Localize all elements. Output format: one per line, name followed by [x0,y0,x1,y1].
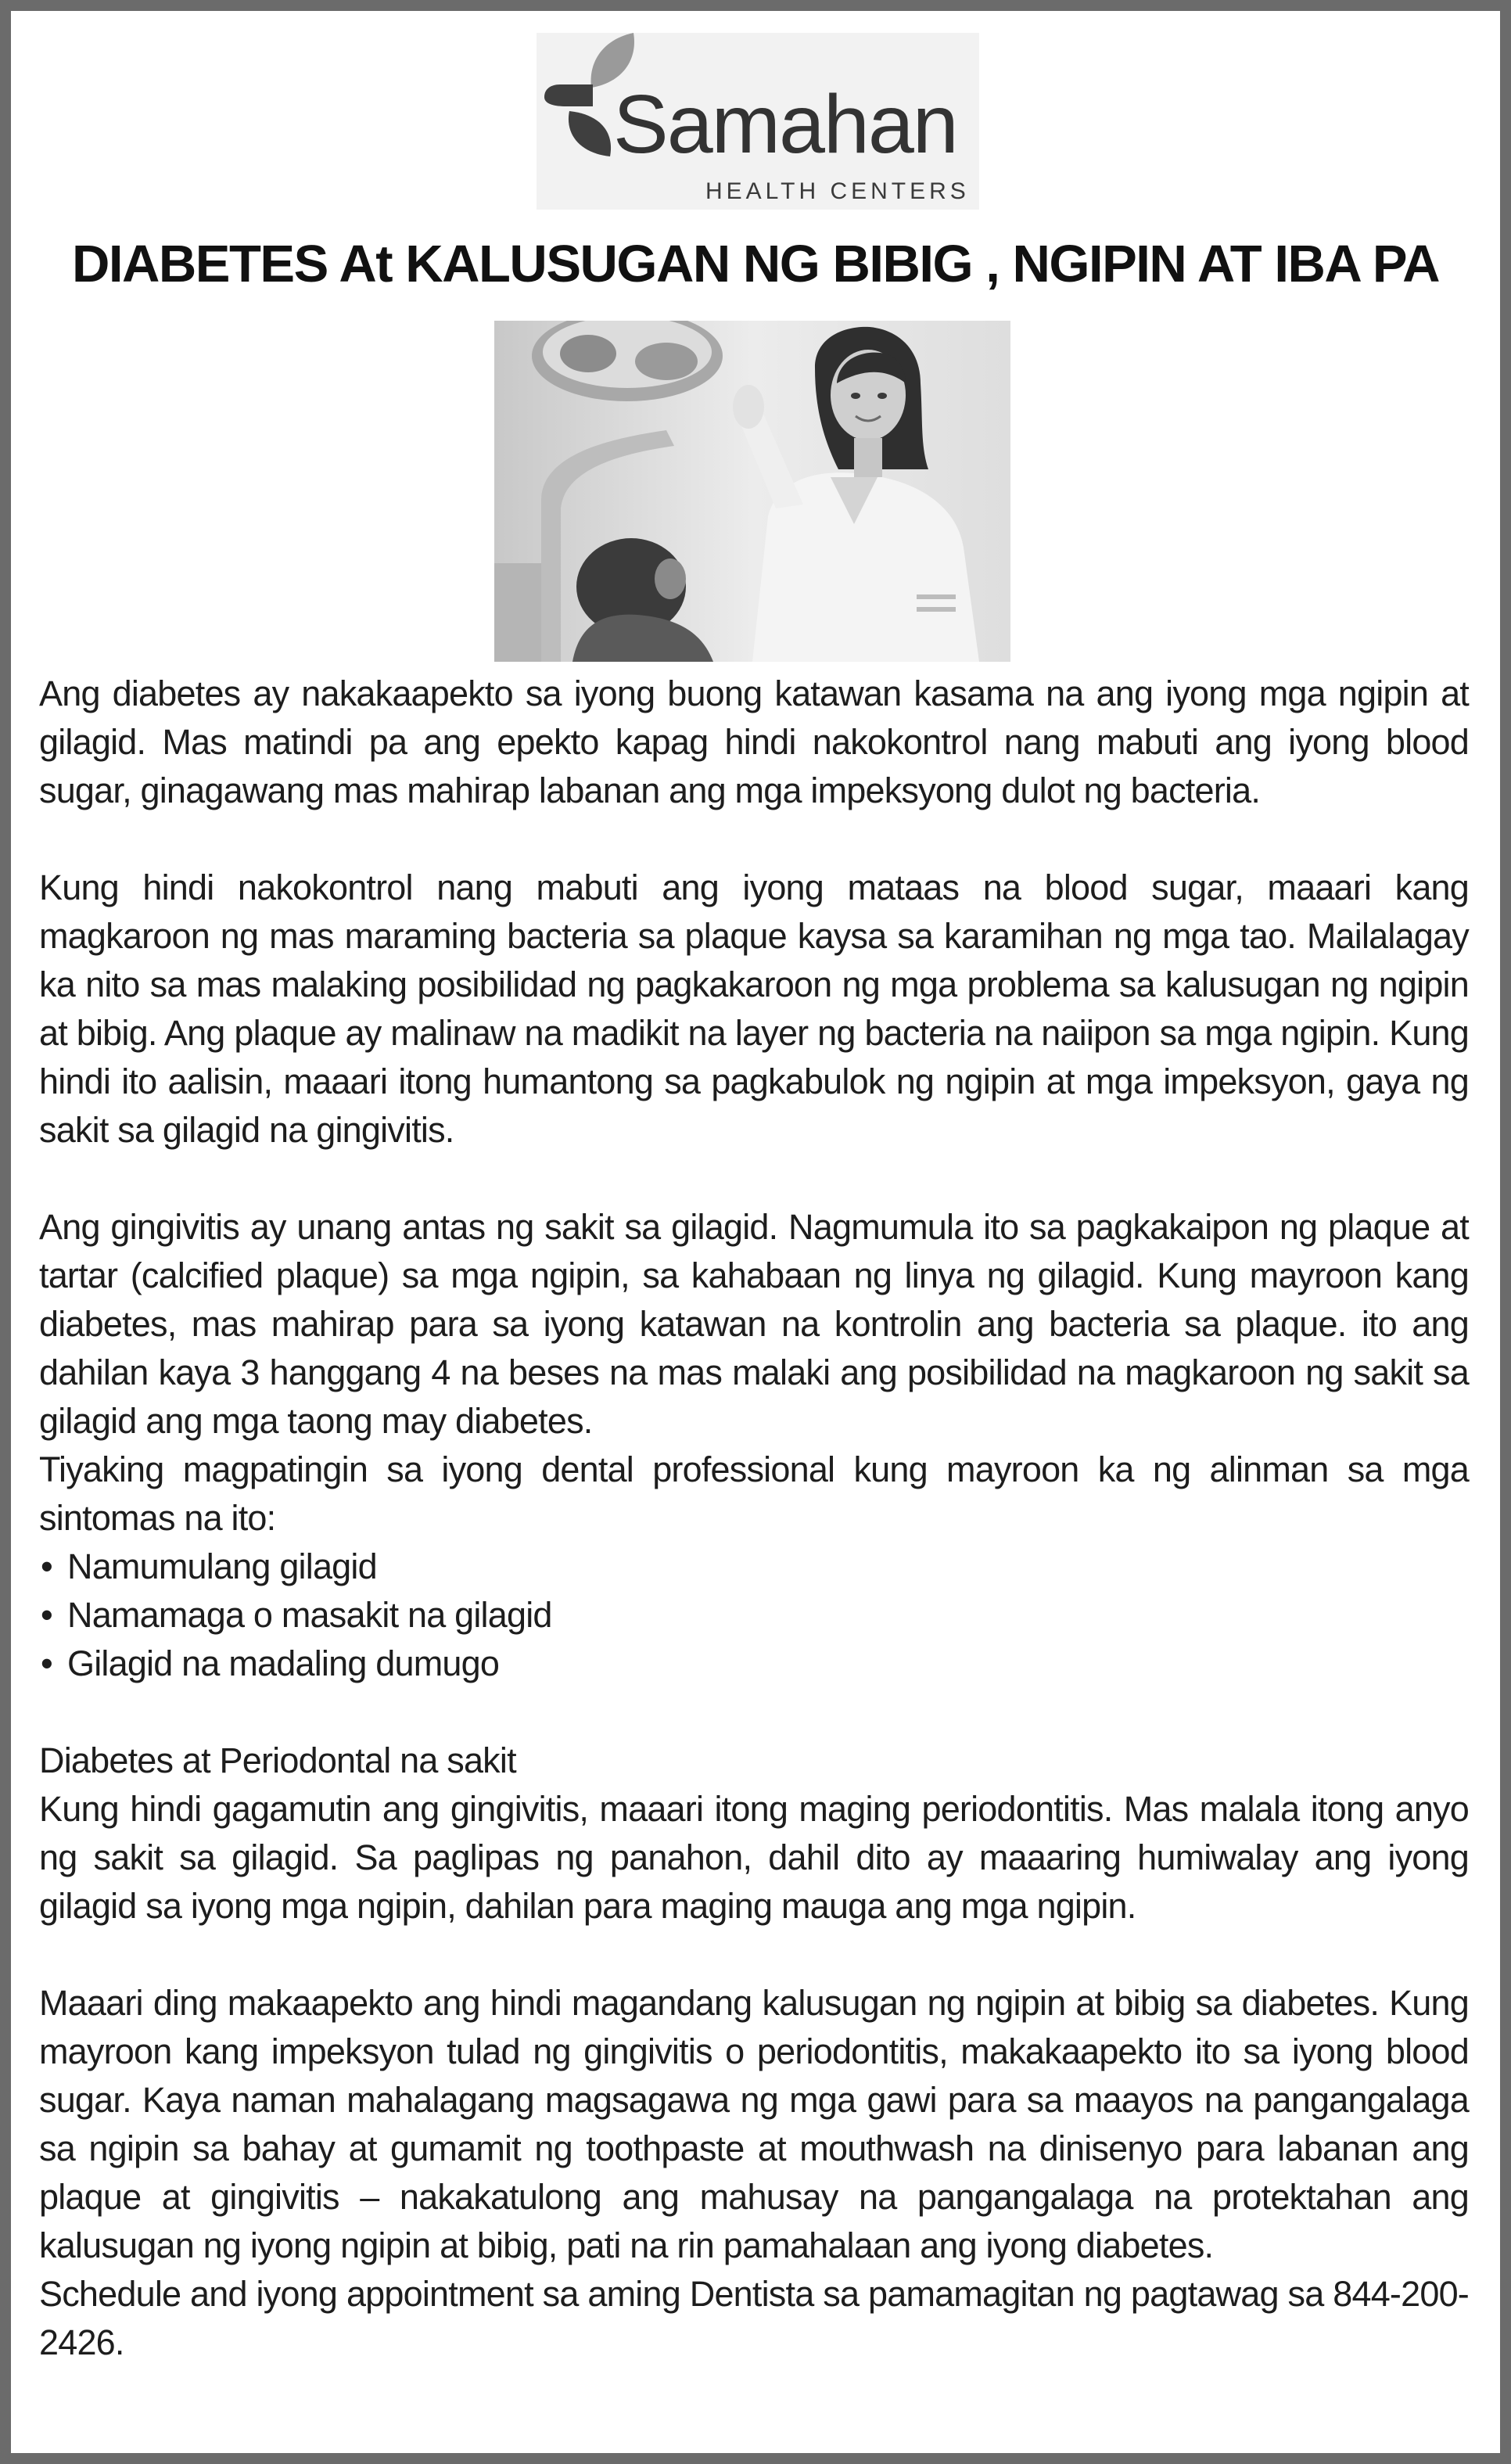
paragraph-gingivitis: Ang gingivitis ay unang antas ng sakit sa gilagid. Nagmumula ito sa pagkakaipon ng plaque at tartar (calcified plaque) sa mga ngipin, sa kahabaan ng linya ng gilagid. Kung mayroon kang diabetes, mas mahirap para sa iyong katawan na kontrolin ang bacteria sa plaque. ito ang dahilan kaya 3 hanggang 4 na beses na mas malaki ang posibilidad na magkaroon ng sakit sa gilagid ang mga taong may diabetes. [39,1207,1469,1441]
list-item-text: Gilagid na madaling dumugo [67,1643,500,1683]
dentist-with-patient-photo [494,321,1010,662]
paragraph-appointment: Schedule and iyong appointment sa aming Dentista sa pamamagitan ng pagtawag sa 844-200-2426. [39,2274,1469,2362]
section-subheading: Diabetes at Periodontal na sakit [39,1740,516,1780]
bullet-icon: • [41,1546,52,1586]
list-item [39,1640,1469,1688]
article-body [39,670,1469,2367]
logo-name: Samahan [613,78,957,171]
paragraph-blood-sugar: Kung hindi nakokontrol nang mabuti ang iyong mataas na blood sugar, maaari kang magkaroon ng mas maraming bacteria sa plaque kaysa sa karamihan ng mga tao. Mailalagay ka nito sa mas malaking posibilidad ng pagkakaroon ng mga problema sa kalusugan ng ngipin at bibig. Ang plaque ay malinaw na madikit na layer ng bacteria na naiipon sa mga ngipin. Kung hindi ito aalisin, maaari itong humantong sa pagkabulok ng ngipin at mga impeksyon, gaya ng sakit sa gilagid na gingivitis. [39,867,1469,1150]
bullet-icon: • [41,1643,52,1683]
symptoms-list [39,1543,1469,1688]
list-item [39,1543,1469,1591]
logo-subtitle: HEALTH CENTERS [705,178,970,204]
paragraph-periodontitis: Kung hindi gagamutin ang gingivitis, maaari itong maging periodontitis. Mas malala itong anyo ng sakit sa gilagid. Sa paglipas ng panahon, dahil dito ay maaaring humiwalay ang iyong gilagid sa iyong mga ngipin, dahilan para maging mauga ang mga ngipin. [39,1789,1469,1926]
samahan-logo [537,33,979,210]
list-item-text: Namumulang gilagid [67,1546,377,1586]
list-item-text: Namamaga o masakit na gilagid [67,1595,552,1635]
paragraph-intro: Ang diabetes ay nakakaapekto sa iyong buong katawan kasama na ang iyong mga ngipin at gilagid. Mas matindi pa ang epekto kapag hindi nakokontrol nang mabuti ang iyong blood sugar, ginagawang mas mahirap labanan ang mga impeksyong dulot ng bacteria. [39,673,1469,810]
paragraph-oral-health-care: Maaari ding makaapekto ang hindi magandang kalusugan ng ngipin at bibig sa diabetes. Kung mayroon kang impeksyon tulad ng gingivitis o periodontitis, makakaapekto ito sa iyong blood sugar. Kaya naman mahalagang magsagawa ng mga gawi para sa maayos na pangangalaga sa ngipin sa bahay at gumamit ng toothpaste at mouthwash na dinisenyo para labanan ang plaque at gingivitis – nakakatulong ang mahusay na pangangalaga na protektahan ang kalusugan ng iyong ngipin at bibig, pati na rin pamahalaan ang iyong diabetes. [39,1983,1469,2265]
bullet-icon: • [41,1595,52,1635]
list-item [39,1591,1469,1640]
page-title: DIABETES At KALUSUGAN NG BIBIG , NGIPIN AT IBA PA [72,235,1439,293]
paragraph-symptoms-intro: Tiyaking magpatingin sa iyong dental professional kung mayroon ka ng alinman sa mga sintomas na ito: [39,1449,1469,1538]
